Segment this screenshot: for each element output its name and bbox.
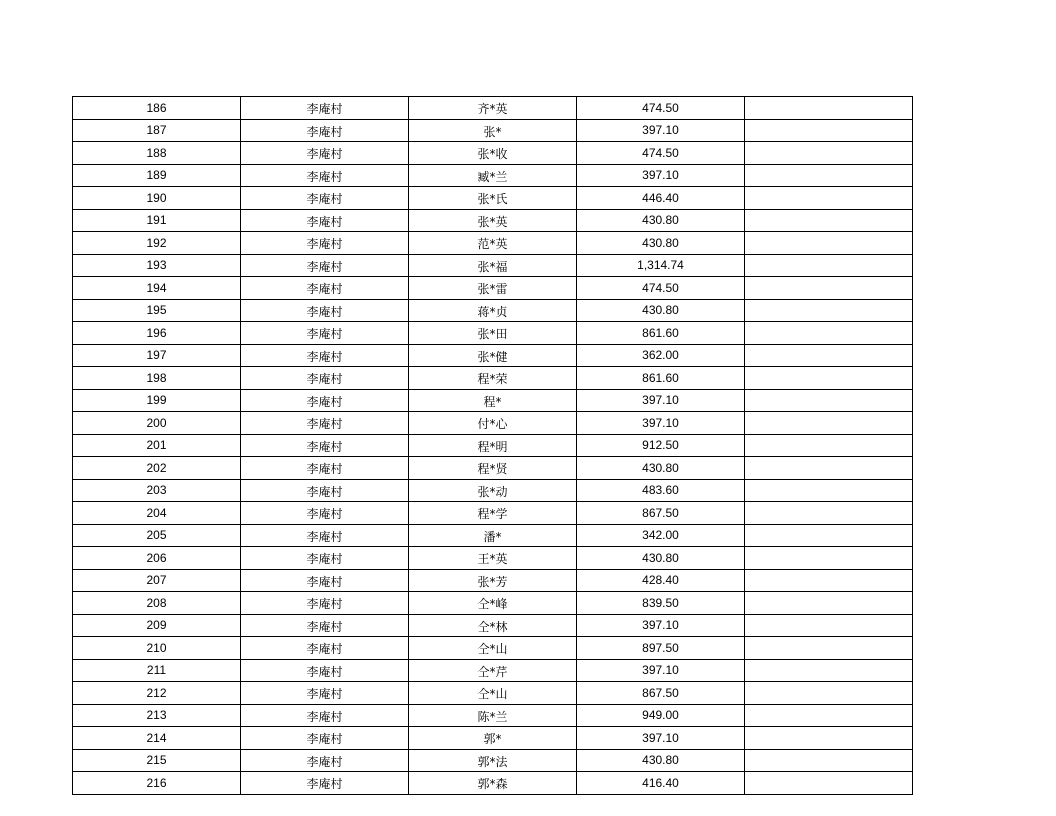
cell-village: 李庵村 [241,434,409,457]
cell-name: 张*芳 [409,569,577,592]
cell-number: 198 [73,367,241,390]
cell-name: 仝*山 [409,682,577,705]
cell-amount: 949.00 [577,704,745,727]
cell-village: 李庵村 [241,704,409,727]
table-row [73,142,913,165]
cell-amount: 342.00 [577,524,745,547]
cell-number: 212 [73,682,241,705]
cell-village: 李庵村 [241,389,409,412]
cell-name: 张*健 [409,344,577,367]
cell-number: 192 [73,232,241,255]
table-row [73,502,913,525]
cell-name: 仝*芹 [409,659,577,682]
cell-name: 郭*森 [409,772,577,795]
cell-name: 张*收 [409,142,577,165]
cell-note [745,187,913,210]
cell-number: 190 [73,187,241,210]
cell-number: 210 [73,637,241,660]
cell-village: 李庵村 [241,614,409,637]
cell-village: 李庵村 [241,187,409,210]
cell-village: 李庵村 [241,524,409,547]
cell-village: 李庵村 [241,457,409,480]
cell-number: 203 [73,479,241,502]
table-row [73,569,913,592]
cell-amount: 416.40 [577,772,745,795]
cell-note [745,479,913,502]
table-row [73,614,913,637]
table-row [73,187,913,210]
cell-amount: 867.50 [577,502,745,525]
cell-name: 张* [409,119,577,142]
cell-name: 蒋*贞 [409,299,577,322]
cell-amount: 446.40 [577,187,745,210]
table-row [73,209,913,232]
cell-amount: 397.10 [577,389,745,412]
cell-number: 201 [73,434,241,457]
cell-village: 李庵村 [241,479,409,502]
cell-name: 张*雷 [409,277,577,300]
cell-amount: 428.40 [577,569,745,592]
cell-amount: 397.10 [577,119,745,142]
cell-number: 189 [73,164,241,187]
cell-note [745,614,913,637]
cell-village: 李庵村 [241,344,409,367]
cell-amount: 897.50 [577,637,745,660]
cell-number: 214 [73,727,241,750]
cell-amount: 839.50 [577,592,745,615]
cell-village: 李庵村 [241,412,409,435]
cell-amount: 430.80 [577,299,745,322]
cell-village: 李庵村 [241,299,409,322]
cell-number: 206 [73,547,241,570]
table-row [73,637,913,660]
cell-note [745,322,913,345]
cell-note [745,232,913,255]
cell-note [745,367,913,390]
cell-note [745,772,913,795]
cell-note [745,637,913,660]
table-row [73,367,913,390]
cell-village: 李庵村 [241,659,409,682]
cell-note [745,502,913,525]
cell-village: 李庵村 [241,164,409,187]
cell-number: 194 [73,277,241,300]
cell-village: 李庵村 [241,547,409,570]
cell-village: 李庵村 [241,592,409,615]
table-row [73,547,913,570]
table-row [73,97,913,120]
cell-village: 李庵村 [241,367,409,390]
cell-note [745,412,913,435]
cell-name: 程*明 [409,434,577,457]
cell-number: 215 [73,749,241,772]
cell-note [745,164,913,187]
cell-note [745,277,913,300]
table-row [73,232,913,255]
cell-number: 186 [73,97,241,120]
cell-amount: 397.10 [577,614,745,637]
cell-village: 李庵村 [241,502,409,525]
cell-name: 潘* [409,524,577,547]
cell-number: 204 [73,502,241,525]
cell-name: 程*贤 [409,457,577,480]
cell-name: 郭*法 [409,749,577,772]
cell-amount: 430.80 [577,457,745,480]
cell-amount: 861.60 [577,322,745,345]
cell-name: 程*荣 [409,367,577,390]
cell-note [745,749,913,772]
cell-note [745,254,913,277]
table-row [73,682,913,705]
cell-village: 李庵村 [241,569,409,592]
cell-name: 程* [409,389,577,412]
cell-note [745,704,913,727]
table-row [73,164,913,187]
cell-amount: 474.50 [577,97,745,120]
cell-number: 195 [73,299,241,322]
cell-village: 李庵村 [241,97,409,120]
cell-note [745,389,913,412]
cell-number: 191 [73,209,241,232]
cell-note [745,569,913,592]
cell-village: 李庵村 [241,749,409,772]
cell-number: 205 [73,524,241,547]
table-row [73,479,913,502]
cell-amount: 912.50 [577,434,745,457]
table-row [73,254,913,277]
table-row [73,299,913,322]
table-row [73,749,913,772]
table-row [73,457,913,480]
cell-name: 仝*峰 [409,592,577,615]
cell-note [745,592,913,615]
cell-name: 陈*兰 [409,704,577,727]
cell-village: 李庵村 [241,142,409,165]
table-row [73,727,913,750]
cell-note [745,727,913,750]
cell-name: 付*心 [409,412,577,435]
cell-amount: 474.50 [577,277,745,300]
cell-number: 188 [73,142,241,165]
cell-note [745,209,913,232]
cell-amount: 430.80 [577,547,745,570]
cell-note [745,524,913,547]
cell-note [745,659,913,682]
table-row [73,389,913,412]
cell-note [745,119,913,142]
table-row [73,704,913,727]
cell-note [745,142,913,165]
table-row [73,659,913,682]
cell-name: 臧*兰 [409,164,577,187]
table-body [73,97,913,795]
cell-village: 李庵村 [241,232,409,255]
cell-amount: 362.00 [577,344,745,367]
cell-name: 张*福 [409,254,577,277]
cell-amount: 397.10 [577,164,745,187]
cell-amount: 397.10 [577,659,745,682]
cell-note [745,344,913,367]
table-row [73,592,913,615]
table-row [73,434,913,457]
cell-name: 张*氏 [409,187,577,210]
cell-number: 193 [73,254,241,277]
cell-amount: 867.50 [577,682,745,705]
cell-number: 199 [73,389,241,412]
table-row [73,772,913,795]
cell-village: 李庵村 [241,254,409,277]
cell-name: 仝*林 [409,614,577,637]
cell-name: 张*英 [409,209,577,232]
cell-name: 张*田 [409,322,577,345]
cell-number: 202 [73,457,241,480]
cell-village: 李庵村 [241,322,409,345]
cell-number: 187 [73,119,241,142]
cell-number: 207 [73,569,241,592]
data-table [72,96,913,795]
cell-amount: 397.10 [577,727,745,750]
cell-amount: 1,314.74 [577,254,745,277]
table-row [73,524,913,547]
cell-village: 李庵村 [241,209,409,232]
cell-number: 216 [73,772,241,795]
cell-number: 211 [73,659,241,682]
cell-amount: 430.80 [577,749,745,772]
cell-note [745,457,913,480]
cell-name: 张*动 [409,479,577,502]
cell-amount: 430.80 [577,232,745,255]
cell-amount: 861.60 [577,367,745,390]
cell-note [745,682,913,705]
cell-number: 208 [73,592,241,615]
cell-village: 李庵村 [241,682,409,705]
cell-number: 213 [73,704,241,727]
cell-amount: 474.50 [577,142,745,165]
cell-village: 李庵村 [241,277,409,300]
cell-name: 仝*山 [409,637,577,660]
cell-note [745,547,913,570]
cell-note [745,299,913,322]
cell-number: 209 [73,614,241,637]
table-row [73,277,913,300]
cell-village: 李庵村 [241,119,409,142]
cell-village: 李庵村 [241,637,409,660]
cell-name: 范*英 [409,232,577,255]
table-row [73,119,913,142]
table-row [73,322,913,345]
cell-name: 郭* [409,727,577,750]
cell-number: 200 [73,412,241,435]
cell-name: 齐*英 [409,97,577,120]
table-row [73,412,913,435]
cell-number: 196 [73,322,241,345]
cell-note [745,97,913,120]
cell-amount: 397.10 [577,412,745,435]
cell-amount: 483.60 [577,479,745,502]
table-row [73,344,913,367]
cell-village: 李庵村 [241,772,409,795]
cell-name: 王*英 [409,547,577,570]
cell-number: 197 [73,344,241,367]
cell-note [745,434,913,457]
cell-name: 程*学 [409,502,577,525]
cell-village: 李庵村 [241,727,409,750]
cell-amount: 430.80 [577,209,745,232]
